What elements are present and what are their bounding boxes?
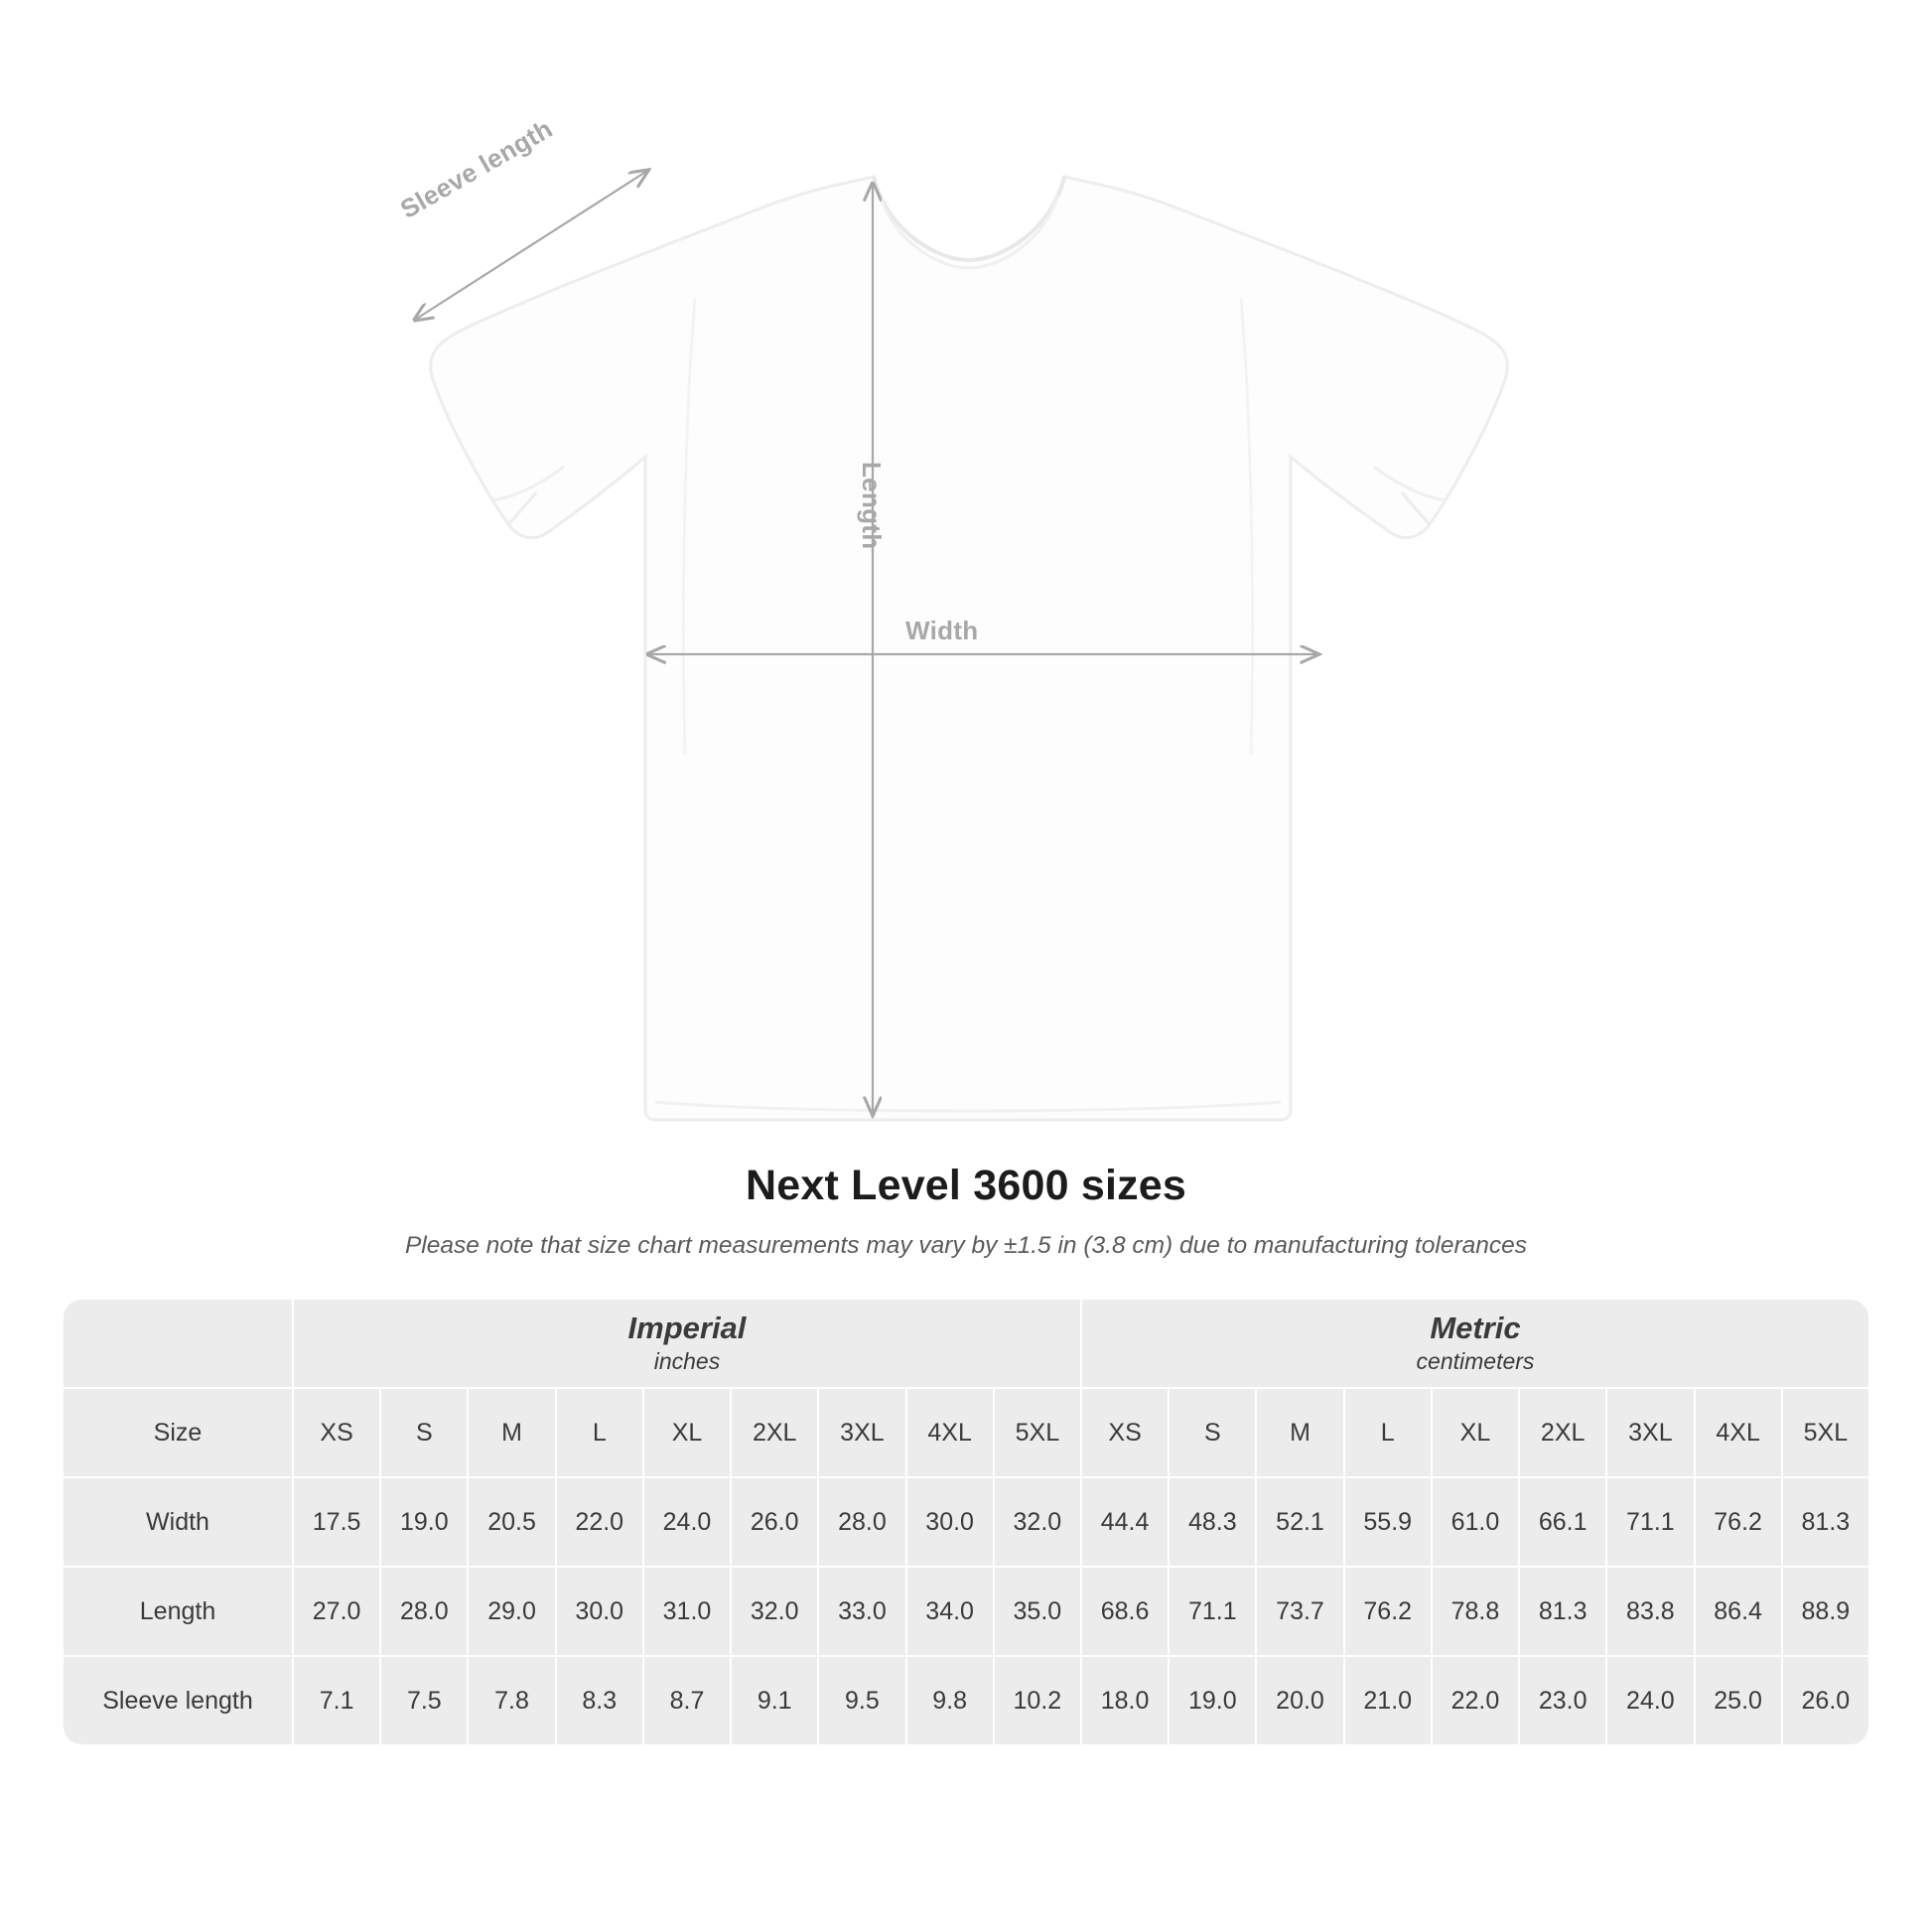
- cell: 10.2: [995, 1657, 1080, 1744]
- title-block: [0, 1162, 1932, 1260]
- cell: 71.1: [1607, 1478, 1693, 1566]
- cell: 7.1: [294, 1657, 379, 1744]
- cell: 22.0: [557, 1478, 642, 1566]
- cell: 17.5: [294, 1478, 379, 1566]
- cell: 20.5: [469, 1478, 554, 1566]
- corner-cell: [64, 1300, 292, 1387]
- tshirt-shape: [431, 177, 1508, 1120]
- cell: 27.0: [294, 1568, 379, 1655]
- cell: 28.0: [381, 1568, 467, 1655]
- sleeve-length-label: Sleeve length: [395, 113, 558, 224]
- size-col-imp-3: L: [557, 1389, 642, 1476]
- metric-sub: centimeters: [1416, 1348, 1535, 1375]
- size-table: [62, 1298, 1870, 1746]
- cell: 83.8: [1607, 1568, 1693, 1655]
- imperial-name: Imperial: [627, 1310, 747, 1345]
- size-col-met-5: 2XL: [1520, 1389, 1605, 1476]
- table-row-length: [64, 1568, 1868, 1655]
- row-label-width: Width: [64, 1478, 292, 1566]
- size-col-met-7: 4XL: [1696, 1389, 1781, 1476]
- table-row-width: [64, 1478, 1868, 1566]
- cell: 34.0: [907, 1568, 993, 1655]
- cell: 71.1: [1170, 1568, 1255, 1655]
- cell: 19.0: [1170, 1657, 1255, 1744]
- cell: 76.2: [1345, 1568, 1431, 1655]
- size-col-imp-7: 4XL: [907, 1389, 993, 1476]
- size-col-met-1: S: [1170, 1389, 1255, 1476]
- cell: 30.0: [907, 1478, 993, 1566]
- size-col-imp-5: 2XL: [732, 1389, 817, 1476]
- metric-group-header: [1082, 1300, 1868, 1387]
- cell: 26.0: [732, 1478, 817, 1566]
- size-table-wrap: [62, 1298, 1870, 1746]
- cell: 66.1: [1520, 1478, 1605, 1566]
- cell: 29.0: [469, 1568, 554, 1655]
- metric-name: Metric: [1430, 1310, 1521, 1345]
- cell: 20.0: [1257, 1657, 1342, 1744]
- size-col-imp-8: 5XL: [995, 1389, 1080, 1476]
- length-label: Length: [857, 462, 887, 550]
- cell: 25.0: [1696, 1657, 1781, 1744]
- size-col-imp-6: 3XL: [819, 1389, 904, 1476]
- cell: 9.5: [819, 1657, 904, 1744]
- cell: 48.3: [1170, 1478, 1255, 1566]
- cell: 21.0: [1345, 1657, 1431, 1744]
- width-label: Width: [905, 616, 979, 645]
- size-col-imp-4: XL: [644, 1389, 730, 1476]
- size-col-met-8: 5XL: [1783, 1389, 1868, 1476]
- size-col-met-0: XS: [1082, 1389, 1168, 1476]
- size-col-met-2: M: [1257, 1389, 1342, 1476]
- tolerance-note: Please note that size chart measurements may vary by ±1.5 in (3.8 cm) due to manufacturing tolerances: [404, 1232, 1528, 1259]
- cell: 30.0: [557, 1568, 642, 1655]
- cell: 68.6: [1082, 1568, 1168, 1655]
- cell: 23.0: [1520, 1657, 1605, 1744]
- page-title: Next Level 3600 sizes: [745, 1162, 1187, 1209]
- size-col-imp-2: M: [469, 1389, 554, 1476]
- cell: 28.0: [819, 1478, 904, 1566]
- cell: 22.0: [1433, 1657, 1518, 1744]
- row-label-sleeve-length: Sleeve length: [64, 1657, 292, 1744]
- cell: 35.0: [995, 1568, 1080, 1655]
- cell: 19.0: [381, 1478, 467, 1566]
- table-row-sleeve-length: [64, 1657, 1868, 1744]
- cell: 26.0: [1783, 1657, 1868, 1744]
- size-col-imp-1: S: [381, 1389, 467, 1476]
- cell: 61.0: [1433, 1478, 1518, 1566]
- cell: 73.7: [1257, 1568, 1342, 1655]
- size-col-met-4: XL: [1433, 1389, 1518, 1476]
- cell: 88.9: [1783, 1568, 1868, 1655]
- cell: 44.4: [1082, 1478, 1168, 1566]
- size-header-cell: Size: [64, 1389, 292, 1476]
- cell: 33.0: [819, 1568, 904, 1655]
- size-col-imp-0: XS: [294, 1389, 379, 1476]
- imperial-group-header: [294, 1300, 1080, 1387]
- cell: 9.8: [907, 1657, 993, 1744]
- cell: 76.2: [1696, 1478, 1781, 1566]
- imperial-sub: inches: [653, 1348, 721, 1375]
- cell: 81.3: [1783, 1478, 1868, 1566]
- cell: 24.0: [1607, 1657, 1693, 1744]
- cell: 55.9: [1345, 1478, 1431, 1566]
- cell: 24.0: [644, 1478, 730, 1566]
- cell: 18.0: [1082, 1657, 1168, 1744]
- cell: 7.8: [469, 1657, 554, 1744]
- size-col-met-6: 3XL: [1607, 1389, 1693, 1476]
- cell: 9.1: [732, 1657, 817, 1744]
- cell: 81.3: [1520, 1568, 1605, 1655]
- cell: 32.0: [995, 1478, 1080, 1566]
- cell: 8.7: [644, 1657, 730, 1744]
- cell: 52.1: [1257, 1478, 1342, 1566]
- cell: 78.8: [1433, 1568, 1518, 1655]
- row-label-length: Length: [64, 1568, 292, 1655]
- size-col-met-3: L: [1345, 1389, 1431, 1476]
- unit-header-row: [64, 1300, 1868, 1387]
- cell: 86.4: [1696, 1568, 1781, 1655]
- cell: 8.3: [557, 1657, 642, 1744]
- size-header-row: [64, 1389, 1868, 1476]
- cell: 7.5: [381, 1657, 467, 1744]
- cell: 31.0: [644, 1568, 730, 1655]
- cell: 32.0: [732, 1568, 817, 1655]
